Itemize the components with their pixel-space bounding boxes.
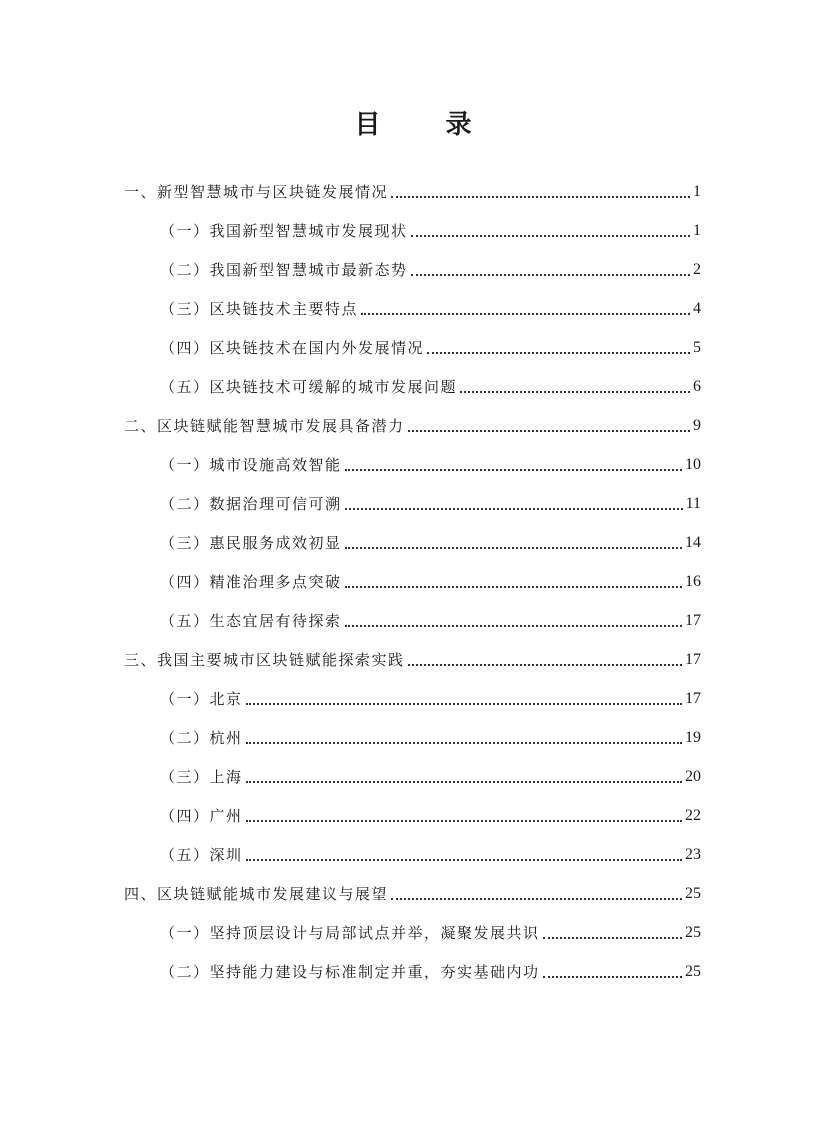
dot-leader xyxy=(543,975,682,978)
dot-leader xyxy=(246,741,682,744)
toc-section-entry[interactable] xyxy=(160,289,701,328)
toc-entry-label: （二）我国新型智慧城市最新态势 xyxy=(160,261,408,279)
toc-section-entry[interactable] xyxy=(160,328,701,367)
toc-section-entry[interactable] xyxy=(160,484,701,523)
dot-leader xyxy=(246,780,682,783)
toc-section-entry[interactable] xyxy=(160,523,701,562)
toc-chapter-entry[interactable] xyxy=(124,172,701,211)
toc-section-entry[interactable] xyxy=(160,250,701,289)
dot-leader xyxy=(246,858,682,861)
toc-page-number: 17 xyxy=(685,689,701,707)
toc-page-number: 25 xyxy=(685,962,701,980)
toc-entry-label: （二）杭州 xyxy=(160,729,243,747)
toc-entry-label: （一）坚持顶层设计与局部试点并举，凝聚发展共识 xyxy=(160,924,540,942)
toc-section-entry[interactable] xyxy=(160,913,701,952)
dot-leader xyxy=(246,702,682,705)
dot-leader xyxy=(246,819,682,822)
dot-leader xyxy=(345,468,682,471)
toc-entry-label: （四）广州 xyxy=(160,807,243,825)
dot-leader xyxy=(345,624,682,627)
toc-page-number: 10 xyxy=(685,455,701,473)
toc-section-entry[interactable] xyxy=(160,952,701,991)
toc-section-entry[interactable] xyxy=(160,211,701,250)
toc-page-number: 16 xyxy=(685,572,701,590)
toc-entry-label: （一）我国新型智慧城市发展现状 xyxy=(160,222,408,240)
toc-chapter-entry[interactable] xyxy=(124,406,701,445)
toc-page-number: 20 xyxy=(685,767,701,785)
toc-entry-label: （五）深圳 xyxy=(160,846,243,864)
dot-leader xyxy=(391,897,682,900)
page-title: 目 录 xyxy=(354,110,500,140)
toc-entry-label: 二、区块链赋能智慧城市发展具备潜力 xyxy=(124,417,405,435)
toc-page-number: 25 xyxy=(685,923,701,941)
toc-section-entry[interactable] xyxy=(160,796,701,835)
dot-leader xyxy=(408,663,682,666)
toc-entry-label: （三）区块链技术主要特点 xyxy=(160,300,359,318)
toc-entry-label: （四）精准治理多点突破 xyxy=(160,573,342,591)
toc-chapter-entry[interactable] xyxy=(124,874,701,913)
toc-page-number: 5 xyxy=(693,338,701,356)
dot-leader xyxy=(460,390,690,393)
dot-leader xyxy=(427,351,690,354)
toc-section-entry[interactable] xyxy=(160,445,701,484)
toc-entry-label: （五）生态宜居有待探索 xyxy=(160,612,342,630)
toc-section-entry[interactable] xyxy=(160,835,701,874)
dot-leader xyxy=(345,585,682,588)
toc-page-number: 4 xyxy=(693,299,701,317)
toc-section-entry[interactable] xyxy=(160,562,701,601)
toc-entry-label: （三）上海 xyxy=(160,768,243,786)
toc-entry-label: （二）数据治理可信可溯 xyxy=(160,495,342,513)
toc-page-number: 11 xyxy=(685,494,701,512)
toc-page-number: 2 xyxy=(693,260,701,278)
toc-page-number: 1 xyxy=(693,221,701,239)
toc-chapter-entry[interactable] xyxy=(124,640,701,679)
dot-leader xyxy=(411,273,690,276)
toc-entry-label: （四）区块链技术在国内外发展情况 xyxy=(160,339,425,357)
toc-section-entry[interactable] xyxy=(160,601,701,640)
toc-page-number: 25 xyxy=(685,884,701,902)
dot-leader xyxy=(543,936,682,939)
toc-page-number: 22 xyxy=(685,806,701,824)
dot-leader xyxy=(345,546,682,549)
toc-section-entry[interactable] xyxy=(160,718,701,757)
toc-entry-label: （一）北京 xyxy=(160,690,243,708)
toc-entry-label: （一）城市设施高效智能 xyxy=(160,456,342,474)
toc-page-number: 19 xyxy=(685,728,701,746)
toc-section-entry[interactable] xyxy=(160,679,701,718)
dot-leader xyxy=(361,312,690,315)
toc-page-number: 14 xyxy=(685,533,701,551)
toc-page-number: 17 xyxy=(685,650,701,668)
toc-section-entry[interactable] xyxy=(160,367,701,406)
toc-page-number: 6 xyxy=(693,377,701,395)
toc-page-number: 23 xyxy=(685,845,701,863)
toc-entry-label: 一、新型智慧城市与区块链发展情况 xyxy=(124,183,389,201)
toc-section-entry[interactable] xyxy=(160,757,701,796)
toc-entry-label: 四、区块链赋能城市发展建议与展望 xyxy=(124,885,389,903)
toc-entry-label: （三）惠民服务成效初显 xyxy=(160,534,342,552)
dot-leader xyxy=(411,234,690,237)
toc-page-number: 17 xyxy=(685,611,701,629)
toc-page-number: 1 xyxy=(693,182,701,200)
toc-entry-label: （二）坚持能力建设与标准制定并重，夯实基础内功 xyxy=(160,963,540,981)
dot-leader xyxy=(408,429,690,432)
toc-page-number: 9 xyxy=(693,416,701,434)
toc-entry-label: （五）区块链技术可缓解的城市发展问题 xyxy=(160,378,458,396)
dot-leader xyxy=(345,507,683,510)
toc-entry-label: 三、我国主要城市区块链赋能探索实践 xyxy=(124,651,405,669)
dot-leader xyxy=(391,195,690,198)
